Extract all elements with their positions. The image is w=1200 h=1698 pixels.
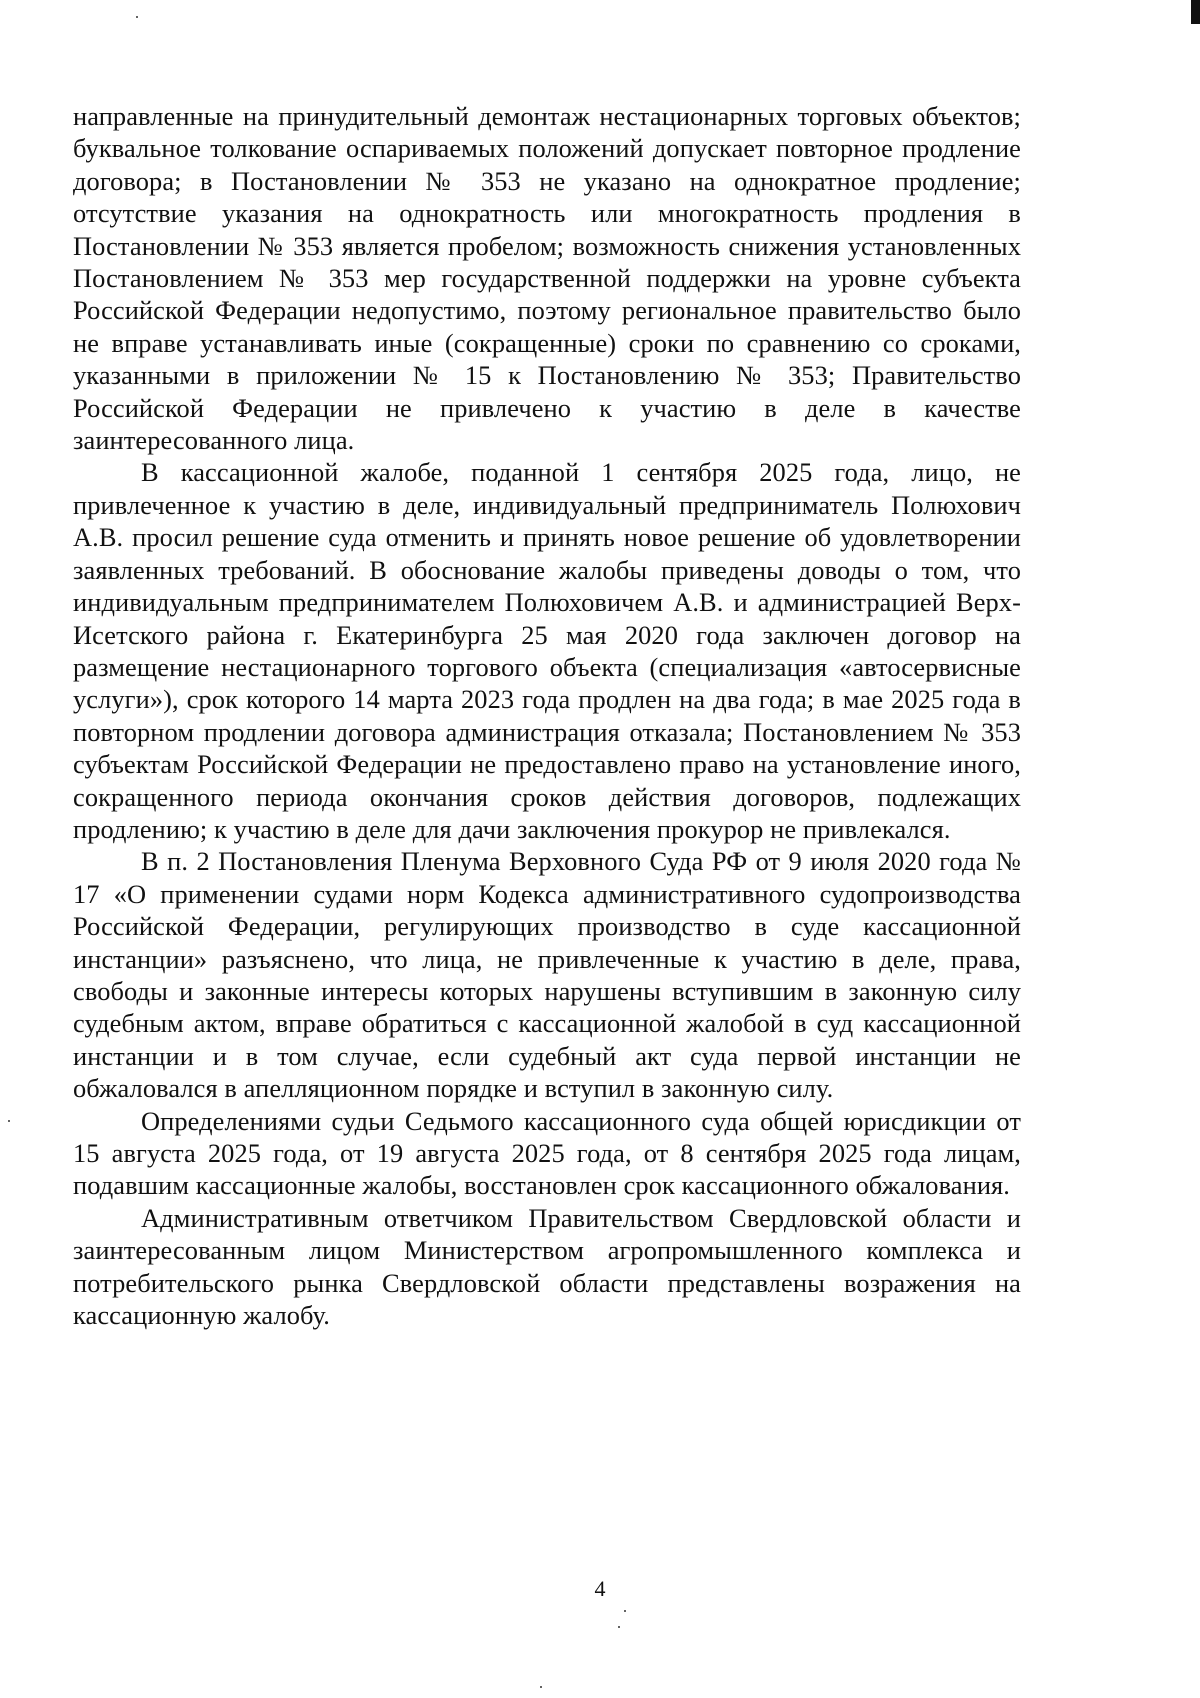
- paragraph-plenum-clarification: В п. 2 Постановления Пленума Верховного Суда РФ от 9 июля 2020 года № 17 «О применении судами норм Кодекса административного судопроизводства Российской Федерации, регулирующих производство в суде кассационной инстанции» разъяснено, что лица, не привлеченные к участию в деле, права, свободы и законные интересы которых нарушены вступившим в законную силу судебным актом, вправе обратиться с кассационной жалобой в суд кассационной инстанции и в том случае, если судебный акт суда первой инстанции не обжаловался в апелляционном порядке и вступил в законную силу.: [73, 846, 1021, 1104]
- paragraph-cassation-complaint: В кассационной жалобе, поданной 1 сентября 2025 года, лицо, не привлеченное к участию в деле, индивидуальный предприниматель Полюхович А.В. просил решение суда отменить и принять новое решение об удовлетворении заявленных требований. В обоснование жалобы приведены доводы о том, что индивидуальным предпринимателем Полюховичем А.В. и администрацией Верх-Исетского района г. Екатеринбурга 25 мая 2020 года заключен договор на размещение нестационарного торгового объекта (специализация «автосервисные услуги»), срок которого 14 марта 2023 года продлен на два года; в мае 2025 года в повторном продлении договора администрация отказала; Постановлением № 353 субъектам Российской Федерации не предоставлено право на установление иного, сокращенного периода окончания сроков действия договоров, подлежащих продлению; к участию в деле для дачи заключения прокурор не привлекался.: [73, 457, 1021, 844]
- scan-speck: [624, 1610, 626, 1612]
- scan-speck: [540, 1686, 542, 1688]
- scan-speck: [618, 1626, 620, 1628]
- scan-speck: [136, 16, 138, 18]
- paragraph-continuation: направленные на принудительный демонтаж нестационарных торговых объектов; буквальное толкование оспариваемых положений допускает повторное продление договора; в Постановлении № 353 не указано на однократное продление; отсутствие указания на однократность или многократность продления в Постановлении № 353 является пробелом; возможность снижения установленных Постановлением № 353 мер государственной поддержки на уровне субъекта Российской Федерации недопустимо, поэтому региональное правительство было не вправе устанавливать иные (сокращенные) сроки по сравнению со сроками, указанными в приложении № 15 к Постановлению № 353; Правительство Российской Федерации не привлечено к участию в деле в качестве заинтересованного лица.: [73, 101, 1021, 456]
- page-number: 4: [594, 1576, 606, 1601]
- scan-edge-mark: [1191, 0, 1200, 24]
- scan-speck: [8, 1120, 10, 1122]
- paragraph-objections: Административным ответчиком Правительством Свердловской области и заинтересованным лицом Министерством агропромышленного комплекса и потребительского рынка Свердловской области представлены возражения на кассационную жалобу.: [73, 1202, 1021, 1331]
- paragraph-term-restoration: Определениями судьи Седьмого кассационного суда общей юрисдикции от 15 августа 2025 года, от 19 августа 2025 года, от 8 сентября 2025 года лицам, подавшим кассационные жалобы, восстановлен срок кассационного обжалования.: [73, 1105, 1021, 1201]
- document-body: [73, 100, 1021, 1331]
